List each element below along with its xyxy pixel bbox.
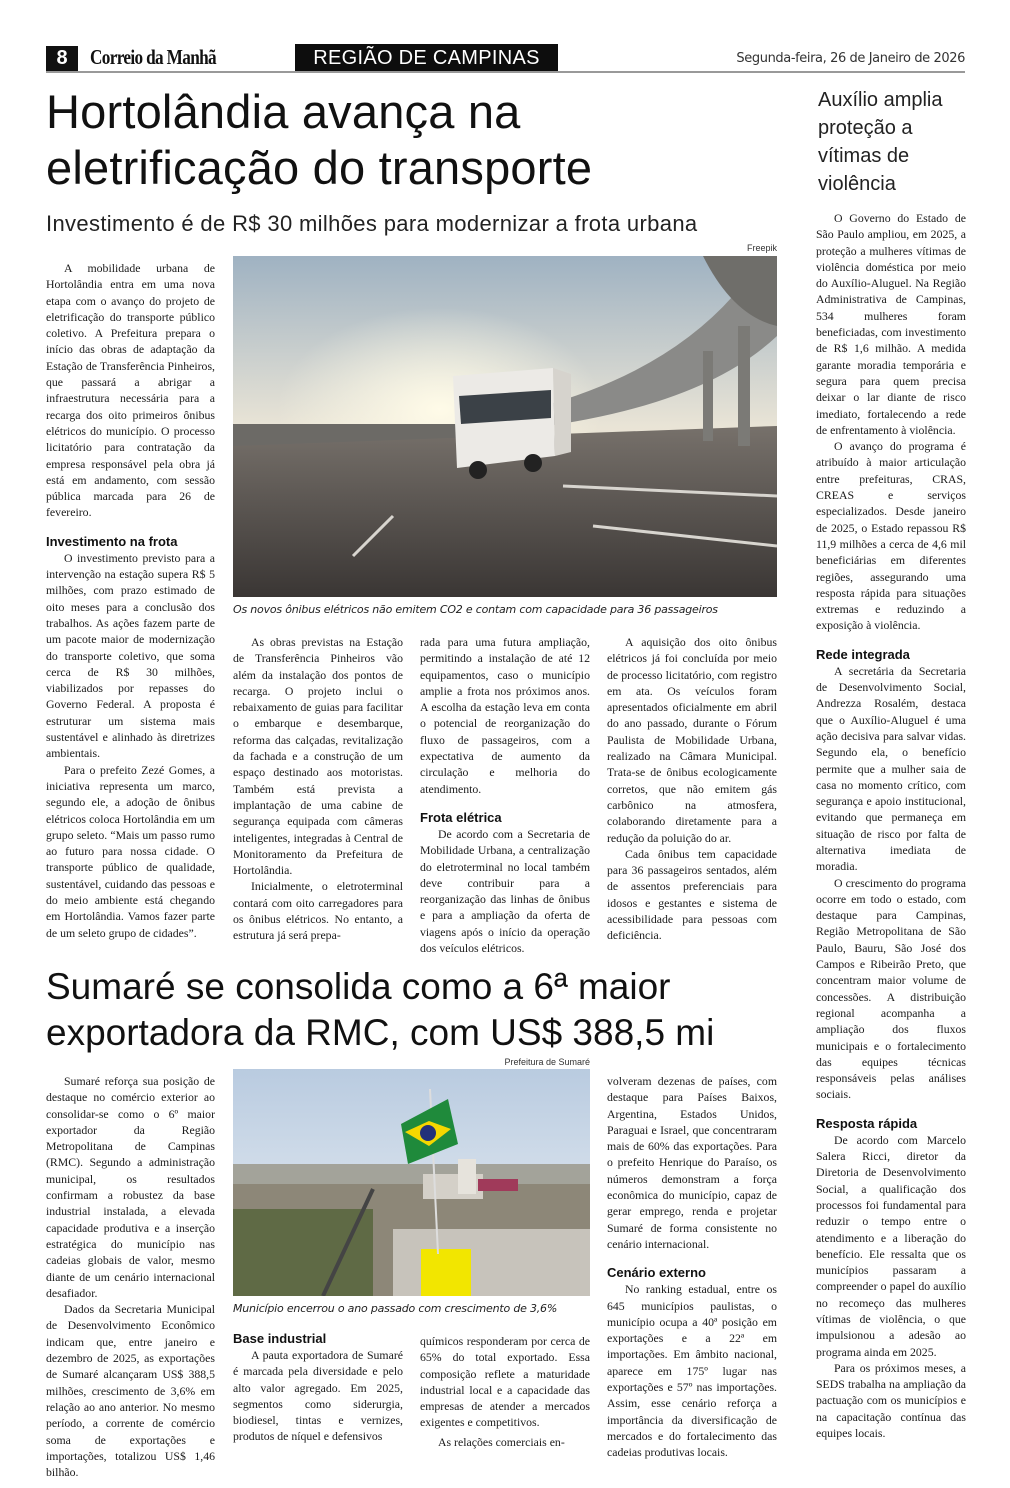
paragraph: As relações comerciais en-	[438, 1434, 565, 1449]
photo-credit: Freepik	[746, 243, 777, 253]
paragraph: rada para uma futura ampliação, permitindo a instalação de até 12 equipamentos, caso o município amplie a frota nos próximos anos. A escolha da estação leva em conta o potencial de reorganização do fluxo de passageiros, com a expectativa de aumento da circulação e melhoria do atendimento.	[420, 635, 590, 796]
article2-headline	[46, 964, 714, 1056]
paragraph: Para os próximos meses, a SEDS trabalha na ampliação da pactuação com os municípios e na capacitação contínua das equipes locais.	[816, 1360, 966, 1441]
article2-column-2	[233, 1320, 403, 1445]
article1-headline	[46, 84, 592, 196]
sidebar-column	[816, 210, 966, 1441]
subheading: Rede integrada	[816, 646, 910, 662]
article2-column-4	[607, 1073, 777, 1461]
headline-line: Hortolândia avança na	[46, 85, 521, 138]
photo-caption: Os novos ônibus elétricos não emitem CO2 e contam com capacidade para 36 passageiros	[233, 603, 718, 616]
subheading: Cenário externo	[607, 1265, 706, 1281]
article1-subhead: Investimento é de R$ 30 milhões para modernizar a frota urbana	[46, 211, 698, 236]
paragraph: De acordo com Marcelo Salera Ricci, diretor da Diretoria de Desenvolvimento Social, a qualificação dos processos foi fundamental para reduzir o tempo entre o atendimento e a liberação do benefício. Ele ressalta que os municípios passaram a compreender o papel do auxílio no recomeço das mulheres vítimas de violência, o que impulsionou a adesão ao programa ainda em 2025.	[816, 1132, 966, 1359]
subheading: Resposta rápida	[816, 1115, 918, 1131]
bus-photo	[233, 256, 777, 597]
paragraph: Para o prefeito Zezé Gomes, a iniciativa representa um marco, segundo ele, a adoção de ônibus elétricos coloca Hortolândia em um grupo seleto. “Mais um passo rumo ao futuro para nossa cidade. O transporte público de qualidade, sustentável, cuidando das pessoas e do meio ambiente está chegando em Hortolândia. Vamos fazer parte de um seleto grupo de cidades”.	[46, 762, 215, 940]
section-label: REGIÃO DE CAMPINAS	[295, 44, 558, 71]
city-flag-photo	[233, 1069, 590, 1296]
header-divider	[46, 71, 965, 73]
paragraph: químicos responderam por cerca de 65% do total exportado. Essa composição reflete a maturidade industrial local e a capacidade das empresas de atender a mercados exigentes e competitivos.	[420, 1334, 590, 1430]
paragraph: O avanço do programa é atribuído à maior articulação entre prefeituras, CRAS, CREAS e serviços especializados. Desde janeiro de 2025, o Estado repassou R$ 11,9 milhões a cerca de 4,6 mil beneficiárias em diferentes regiões, assegurando uma resposta rápida para situações extremas e reduzindo a exposição à violência.	[816, 439, 966, 633]
paragraph: No ranking estadual, entre os 645 municípios paulistas, o município ocupa a 40ª posição em exportações e a 22ª em importações. Em âmbito nacional, aparece em 175º lugar nas exportações e 57º nas importações. Assim, esse cenário reforça a importância da diversificação de mercados e do fortalecimento das cadeias produtivas locais.	[607, 1282, 777, 1460]
subheading: Investimento na frota	[46, 533, 178, 549]
paragraph: A mobilidade urbana de Hortolândia entra em uma nova etapa com o avanço do projeto de eletrificação do transporte público coletivo. A Prefeitura prepara o início das obras de adaptação da Estação de Transferência Pinheiros, que passará a abrigar a infraestrutura necessária para a recarga dos oito primeiros ônibus elétricos do município. O processo licitatório para contratação da empresa responsável pela obra já está em andamento, com sessão pública marcada para 26 de fevereiro.	[46, 261, 215, 520]
issue-date: Segunda-feira, 26 de Janeiro de 2026	[736, 51, 965, 66]
subheading: Base industrial	[233, 1331, 327, 1346]
headline-line: exportadora da RMC, com US$ 388,5 mi	[46, 1012, 715, 1053]
article1-column-3	[420, 634, 590, 956]
article1-column-2	[233, 634, 403, 944]
photo-credit: Prefeitura de Sumaré	[504, 1057, 590, 1067]
photo-caption: Município encerrou o ano passado com crescimento de 3,6%	[233, 1302, 558, 1315]
headline-line: eletrificação do transporte	[46, 141, 593, 194]
paragraph: A aquisição dos oito ônibus elétricos já foi concluída por meio de processo licitatório, com registro em ata. Os veículos foram apresentados oficialmente em abril do ano passado, durante o Fórum Paulista de Mobilidade Urbana, realizado na Câmara Municipal. Trata-se de ônibus ecologicamente corretos, que não emitem gás carbônico na atmosfera, colaborando diretamente para a redução da poluição do ar.	[607, 635, 777, 845]
article1-column-1	[46, 260, 215, 941]
page-number: 8	[46, 46, 78, 71]
paragraph: As obras previstas na Estação de Transferência Pinheiros vão além da instalação dos pontos de recarga. O projeto inclui o rebaixamento de guias para facilitar o embarque e desembarque, reforma das calçadas, revitalização da fachada e a construção de um espaço destinado aos motoristas. Também está prevista a implantação de uma cabine de segurança equipada com câmeras inteligentes, integradas à Central de Monitoramento da Prefeitura de Hortolândia.	[233, 635, 403, 878]
paragraph: Dados da Secretaria Municipal de Desenvolvimento Econômico indicam que, entre janeiro e dezembro de 2025, as exportações de Sumaré alcançaram US$ 388,5 milhões, crescimento de 3,6% em relação ao ano anterior. No mesmo período, a corrente de comércio soma de exportações e importações, totalizou US$ 1,46 bilhão.	[46, 1302, 215, 1480]
paragraph: Inicialmente, o eletroterminal contará com oito carregadores para os ônibus elétricos. No entanto, a estrutura já será prepa-	[233, 879, 403, 943]
paragraph: Cada ônibus tem capacidade para 36 passageiros sentados, além de assentos preferenciais para idosos e gestantes e sistema de acessibilidade para pessoas com deficiência.	[607, 846, 777, 943]
paragraph: De acordo com a Secretaria de Mobilidade Urbana, a centralização do eletroterminal no local também deve contribuir para a reorganização das linhas de ônibus e para a ampliação da oferta de viagens após o início da operação dos veículos elétricos.	[420, 826, 590, 956]
masthead-logo: Correio da Manhã	[90, 45, 216, 69]
paragraph: A pauta exportadora de Sumaré é marcada pela diversidade e pelo alto valor agregado. Em 2025, segmentos como siderurgia, biodiesel, tintas e vernizes, produtos de níquel e defensivos	[233, 1348, 403, 1444]
paragraph: A secretária da Secretaria de Desenvolvimento Social, Andrezza Rosalém, destaca que o Auxílio-Aluguel é uma ação decisiva para salvar vidas. Segundo ela, o benefício permite que a mulher saia de casa no momento crítico, com segurança e apoio institucional, evitando que permaneça em situação de risco por falta de alternativa imediata de moradia.	[816, 663, 966, 874]
paragraph: Sumaré reforça sua posição de destaque no comércio exterior ao consolidar-se como o 6º maior exportador da Região Metropolitana de Campinas (RMC). Segundo a administração municipal, os resultados confirmam a robustez da base industrial instalada, a elevada capacidade produtiva e a inserção estratégica do município nas cadeias globais de valor, mesmo diante de um cenário internacional desafiador.	[46, 1074, 215, 1300]
paragraph: O Governo do Estado de São Paulo ampliou, em 2025, a proteção a mulheres vítimas de violência doméstica por meio do Auxílio-Aluguel. Na Região Administrativa de Campinas, 534 mulheres foram beneficiadas, com investimento de R$ 1,6 milhão. A medida garante moradia temporária e segura para quem precisa deixar o lar diante de risco imediato, fortalecendo a rede de enfrentamento à violência.	[816, 211, 966, 437]
paragraph: O investimento previsto para a intervenção na estação supera R$ 5 milhões, com prazo estimado de oito meses para a conclusão dos trabalhos. As ações fazem parte de um pacote maior de modernização do transporte coletivo, que soma cerca de R$ 30 milhões, viabilizados por repasses do Governo Federal. A proposta é estruturar um sistema mais sustentável e alinhado às diretrizes ambientais.	[46, 550, 215, 761]
paragraph: volveram dezenas de países, com destaque para Países Baixos, Argentina, Estados Unidos, Paraguai e Israel, que concentraram mais de 60% das exportações. Para o prefeito Henrique do Paraíso, os números demonstram a força econômica do município, capaz de gerar emprego, renda e projetar Sumaré de forma consistente no cenário internacional.	[607, 1074, 777, 1251]
article1-column-4	[607, 634, 777, 944]
sidebar-headline: Auxílio amplia proteção a vítimas de violência	[818, 89, 943, 195]
article2-column-1	[46, 1073, 215, 1480]
paragraph: O crescimento do programa ocorre em todo o estado, com destaque para Campinas, Região Metropolitana de São Paulo, Bauru, São José dos Campos e Ribeirão Preto, que concentram maior volume de concessões. A distribuição regional acompanha a ampliação dos fluxos municipais e o fortalecimento das equipes técnicas responsáveis pelas análises sociais.	[816, 875, 966, 1102]
subheading: Frota elétrica	[420, 809, 502, 825]
article2-column-3	[420, 1333, 590, 1450]
headline-line: Sumaré se consolida como a 6ª maior	[46, 966, 671, 1007]
